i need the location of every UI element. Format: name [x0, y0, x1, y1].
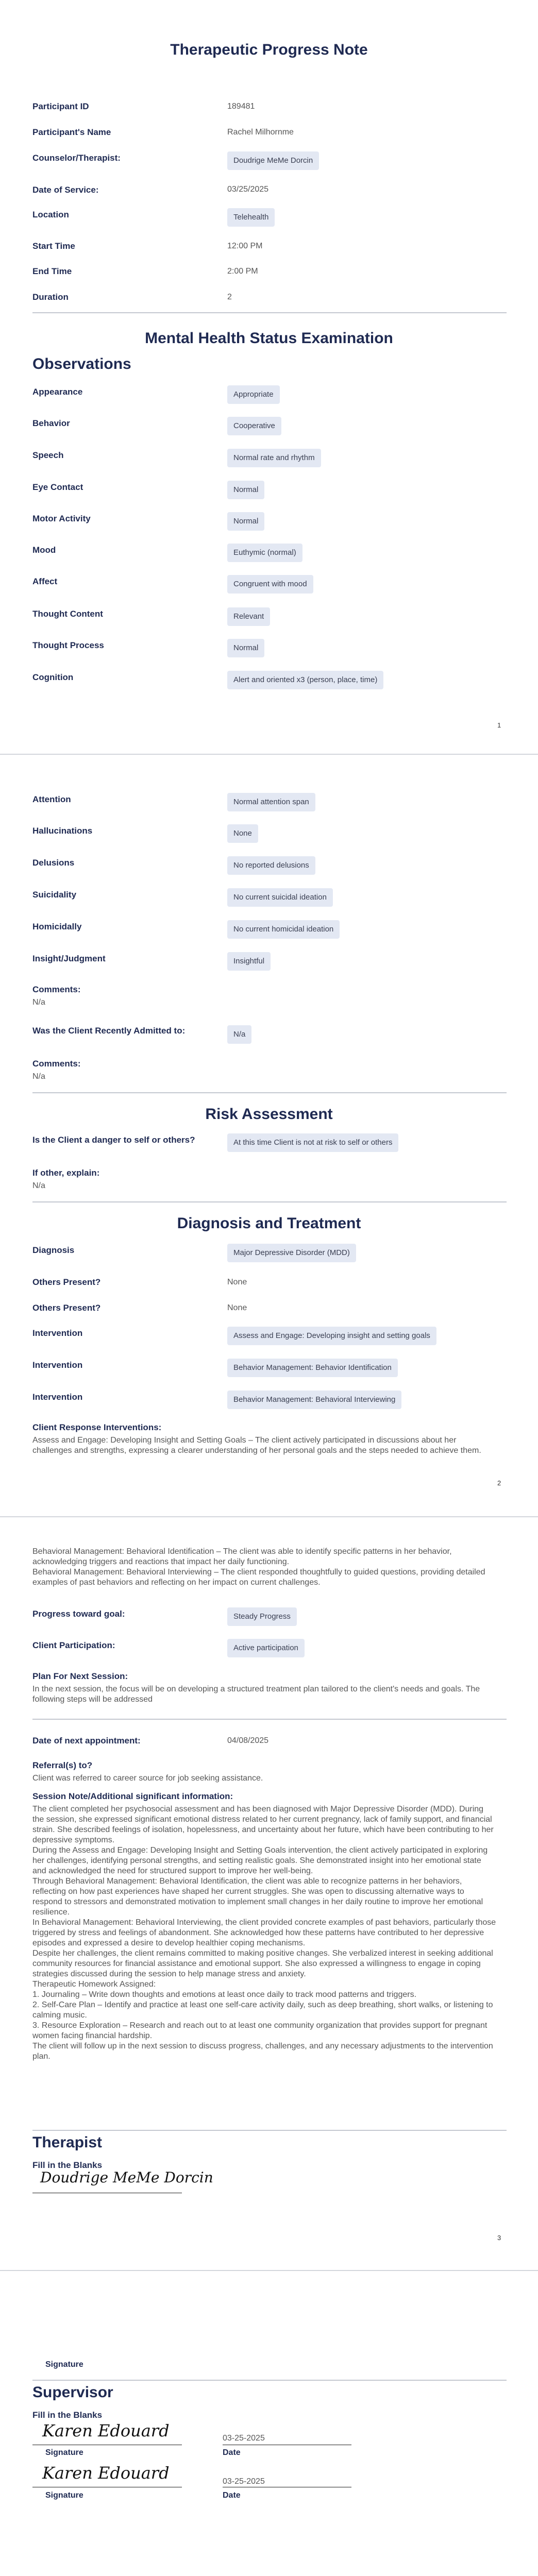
- diagnosis-label: Diagnosis: [32, 1245, 75, 1255]
- next-appointment-value: 04/08/2025: [227, 1736, 269, 1745]
- speech-label: Speech: [32, 450, 64, 460]
- intervention-label-3: Intervention: [32, 1392, 83, 1402]
- participant-name-label: Participant's Name: [32, 127, 111, 137]
- participation-value: Active participation: [227, 1639, 305, 1657]
- therapist-heading: Therapist: [32, 2134, 103, 2151]
- cognition-label: Cognition: [32, 672, 74, 682]
- notes-label: Session Note/Additional significant information:: [32, 1791, 233, 1801]
- others-present-value: None: [227, 1278, 247, 1286]
- homework-heading: Therapeutic Homework Assigned:: [32, 1980, 156, 1989]
- observations-heading: Observations: [32, 355, 131, 372]
- comments-label: Comments:: [32, 985, 81, 994]
- supervisor-signature-label-2: Signature: [45, 2491, 83, 2500]
- section-divider: [32, 312, 507, 313]
- notes-paragraph: In Behavioral Management: Behavioral Interviewing, the client provided concrete examples of past behaviors, particularly those triggered by stress and feelings of abandonment. She acknowledged how these patterns have contributed to her depressive episodes and expressed a desire to develop healthier coping mechanisms.: [32, 1918, 496, 1947]
- supervisor-date-value: 03-25-2025: [223, 2434, 265, 2443]
- comments2-value: N/a: [32, 1072, 45, 1081]
- start-time-value: 12:00 PM: [227, 242, 263, 250]
- page-divider: [0, 1516, 538, 1517]
- date-of-service-value: 03/25/2025: [227, 185, 269, 194]
- suicidality-value: No current suicidal ideation: [227, 888, 333, 907]
- page-divider: [0, 754, 538, 755]
- behavior-label: Behavior: [32, 418, 70, 428]
- next-appointment-label: Date of next appointment:: [32, 1736, 141, 1745]
- end-time-label: End Time: [32, 266, 72, 276]
- admitted-label: Was the Client Recently Admitted to:: [32, 1026, 186, 1036]
- end-time-value: 2:00 PM: [227, 267, 258, 276]
- duration-value: 2: [227, 293, 232, 301]
- intervention-label-2: Intervention: [32, 1360, 83, 1370]
- supervisor-signature-image-2: Karen Edouard: [42, 2463, 170, 2483]
- section-divider: [32, 1719, 507, 1720]
- homework-item: 2. Self-Care Plan – Identify and practice at least one self-care activity daily, such as deep breathing, short walks, or listening to calming music.: [32, 2001, 493, 2020]
- affect-value: Congruent with mood: [227, 575, 313, 594]
- supervisor-signature-label: Signature: [45, 2448, 83, 2457]
- counselor-value: Doudrige MeMe Dorcin: [227, 151, 319, 170]
- intervention-value-3: Behavior Management: Behavioral Interviewing: [227, 1391, 401, 1409]
- hallucinations-label: Hallucinations: [32, 826, 93, 836]
- motor-activity-value: Normal: [227, 512, 264, 531]
- delusions-value: No reported delusions: [227, 856, 315, 875]
- plan-label: Plan For Next Session:: [32, 1671, 128, 1681]
- attention-label: Attention: [32, 794, 71, 804]
- participant-id-label: Participant ID: [32, 101, 89, 111]
- notes-paragraph: The client will follow up in the next session to discuss progress, challenges, and any necessary adjustments to the intervention plan.: [32, 2042, 493, 2061]
- notes-paragraph: During the Assess and Engage: Developing Insight and Setting Goals intervention, the client actively participated in exploring her challenges, identifying personal strengths, and setting realistic goals. She demonstrated insight into her emotional state and acknowledged the need for structured support to improve her well-being.: [32, 1846, 488, 1875]
- supervisor-date-value-2: 03-25-2025: [223, 2477, 265, 2486]
- insight-value: Insightful: [227, 952, 271, 971]
- participant-name-value: Rachel Milhornme: [227, 128, 294, 137]
- behavior-value: Cooperative: [227, 417, 281, 435]
- homicidality-value: No current homicidal ideation: [227, 920, 340, 939]
- homework-item: 1. Journaling – Write down thoughts and emotions at least once daily to track mood patterns and triggers.: [32, 1990, 417, 1999]
- location-value: Telehealth: [227, 208, 275, 227]
- section-divider: [32, 2130, 507, 2131]
- page-1: [0, 0, 538, 754]
- intervention-value-1: Assess and Engage: Developing insight and setting goals: [227, 1327, 436, 1345]
- progress-value: Steady Progress: [227, 1607, 297, 1626]
- responses-paragraph-3: Behavioral Management: Behavioral Interviewing – The client responded thoughtfully to guided questions, providing detailed examples of past behaviors and reflecting on her impact on current challenges.: [32, 1568, 485, 1587]
- responses-paragraph-1: Assess and Engage: Developing Insight and Setting Goals – The client actively participated in discussions about her challenges and strengths, expressing a clearer understanding of her personal goals and the steps needed to achieve them.: [32, 1436, 481, 1455]
- suicidality-label: Suicidality: [32, 890, 77, 900]
- page-number: 1: [497, 721, 501, 729]
- supervisor-signature-image: Karen Edouard: [42, 2421, 170, 2441]
- comments-value: N/a: [32, 998, 45, 1007]
- document-title: Therapeutic Progress Note: [170, 41, 368, 58]
- plan-value: In the next session, the focus will be on developing a structured treatment plan tailored to the client's needs and goals. The following steps will be addressed: [32, 1685, 480, 1704]
- referral-value: Client was referred to career source for job seeking assistance.: [32, 1774, 263, 1783]
- homicidality-label: Homicidally: [32, 922, 82, 931]
- progress-label: Progress toward goal:: [32, 1609, 125, 1619]
- danger-label: Is the Client a danger to self or others?: [32, 1135, 195, 1145]
- hallucinations-value: None: [227, 824, 258, 843]
- motor-activity-label: Motor Activity: [32, 514, 91, 523]
- duration-label: Duration: [32, 292, 69, 302]
- thought-content-value: Relevant: [227, 607, 270, 626]
- mse-heading: Mental Health Status Examination: [145, 330, 393, 347]
- others-present-label: Others Present?: [32, 1277, 101, 1287]
- explain-label: If other, explain:: [32, 1168, 100, 1178]
- referral-label: Referral(s) to?: [32, 1760, 93, 1770]
- affect-label: Affect: [32, 577, 58, 586]
- notes-paragraph: The client completed her psychosocial assessment and has been diagnosed with Major Depressive Disorder (MDD). During the session, she expressed significant emotional distress related to her current pregnancy, lack of family support, and financial strain. She described feelings of isolation, hopelessness, and uncertainty about her future, which have been contributing to her depressive symptoms.: [32, 1805, 494, 1844]
- page-3: [0, 1518, 538, 2270]
- thought-content-label: Thought Content: [32, 609, 103, 619]
- supervisor-date-label: Date: [223, 2448, 241, 2457]
- participant-id-value: 189481: [227, 102, 255, 111]
- delusions-label: Delusions: [32, 858, 75, 868]
- therapist-signature-image: Doudrige MeMe Dorcin: [40, 2169, 213, 2186]
- notes-paragraph: Despite her challenges, the client remains committed to making positive changes. She verbalized interest in seeking additional community resources for financial assistance and emotional support. She also expressed a willingness to engage in coping strategies discussed during the session to help manage stress and anxiety.: [32, 1949, 493, 1978]
- notes-paragraph: Through Behavioral Management: Behavioral Identification, the client was able to recognize patterns in her behaviors, reflecting on how past experiences have shaped her current struggles. She was open to discussing alternative ways to respond to stressors and demonstrated motivation to implement small changes in her daily routine to improve her emotional resilience.: [32, 1877, 483, 1917]
- eye-contact-value: Normal: [227, 481, 264, 499]
- page-4: [0, 2272, 538, 2576]
- responses-paragraph-2: Behavioral Management: Behavioral Identification – The client was able to identify specific patterns in her behavior, acknowledging triggers and reactions that impact her daily functioning.: [32, 1547, 452, 1566]
- appearance-label: Appearance: [32, 387, 83, 397]
- intervention-label-1: Intervention: [32, 1328, 83, 1338]
- page-divider: [0, 2270, 538, 2271]
- section-divider: [32, 2380, 507, 2381]
- start-time-label: Start Time: [32, 241, 75, 251]
- supervisor-heading: Supervisor: [32, 2384, 113, 2401]
- intervention-value-2: Behavior Management: Behavior Identification: [227, 1359, 398, 1377]
- others-present-label-2: Others Present?: [32, 1303, 101, 1313]
- location-label: Location: [32, 210, 69, 219]
- section-divider: [32, 1201, 507, 1202]
- supervisor-fill-label: Fill in the Blanks: [32, 2410, 103, 2420]
- mood-label: Mood: [32, 545, 56, 555]
- session-notes: [32, 1804, 496, 2062]
- responses-label: Client Response Interventions:: [32, 1422, 162, 1432]
- therapist-fill-label: Fill in the Blanks: [32, 2160, 103, 2170]
- counselor-label: Counselor/Therapist:: [32, 153, 121, 163]
- thought-process-value: Normal: [227, 639, 264, 657]
- attention-value: Normal attention span: [227, 793, 315, 811]
- speech-value: Normal rate and rhythm: [227, 449, 321, 467]
- risk-heading: Risk Assessment: [205, 1106, 333, 1123]
- page-number: 3: [497, 2234, 501, 2242]
- danger-value: At this time Client is not at risk to self or others: [227, 1133, 398, 1152]
- appearance-value: Appropriate: [227, 385, 280, 404]
- others-present-value-2: None: [227, 1303, 247, 1312]
- participation-label: Client Participation:: [32, 1640, 115, 1650]
- page-2: [0, 755, 538, 1516]
- mood-value: Euthymic (normal): [227, 544, 302, 562]
- supervisor-date-label-2: Date: [223, 2491, 241, 2500]
- diagnosis-heading: Diagnosis and Treatment: [177, 1215, 361, 1232]
- cognition-value: Alert and oriented x3 (person, place, time): [227, 671, 383, 689]
- date-of-service-label: Date of Service:: [32, 185, 99, 195]
- thought-process-label: Thought Process: [32, 640, 104, 650]
- diagnosis-value: Major Depressive Disorder (MDD): [227, 1244, 356, 1262]
- homework-item: 3. Resource Exploration – Research and reach out to at least one community organization that provides support for pregnant women facing financial hardship.: [32, 2021, 487, 2040]
- explain-value: N/a: [32, 1181, 45, 1190]
- therapist-signature-label: Signature: [45, 2360, 83, 2369]
- comments2-label: Comments:: [32, 1059, 81, 1069]
- eye-contact-label: Eye Contact: [32, 482, 83, 492]
- page-number: 2: [497, 1479, 501, 1487]
- insight-label: Insight/Judgment: [32, 954, 106, 963]
- section-divider: [32, 1092, 507, 1093]
- admitted-value: N/a: [227, 1025, 251, 1044]
